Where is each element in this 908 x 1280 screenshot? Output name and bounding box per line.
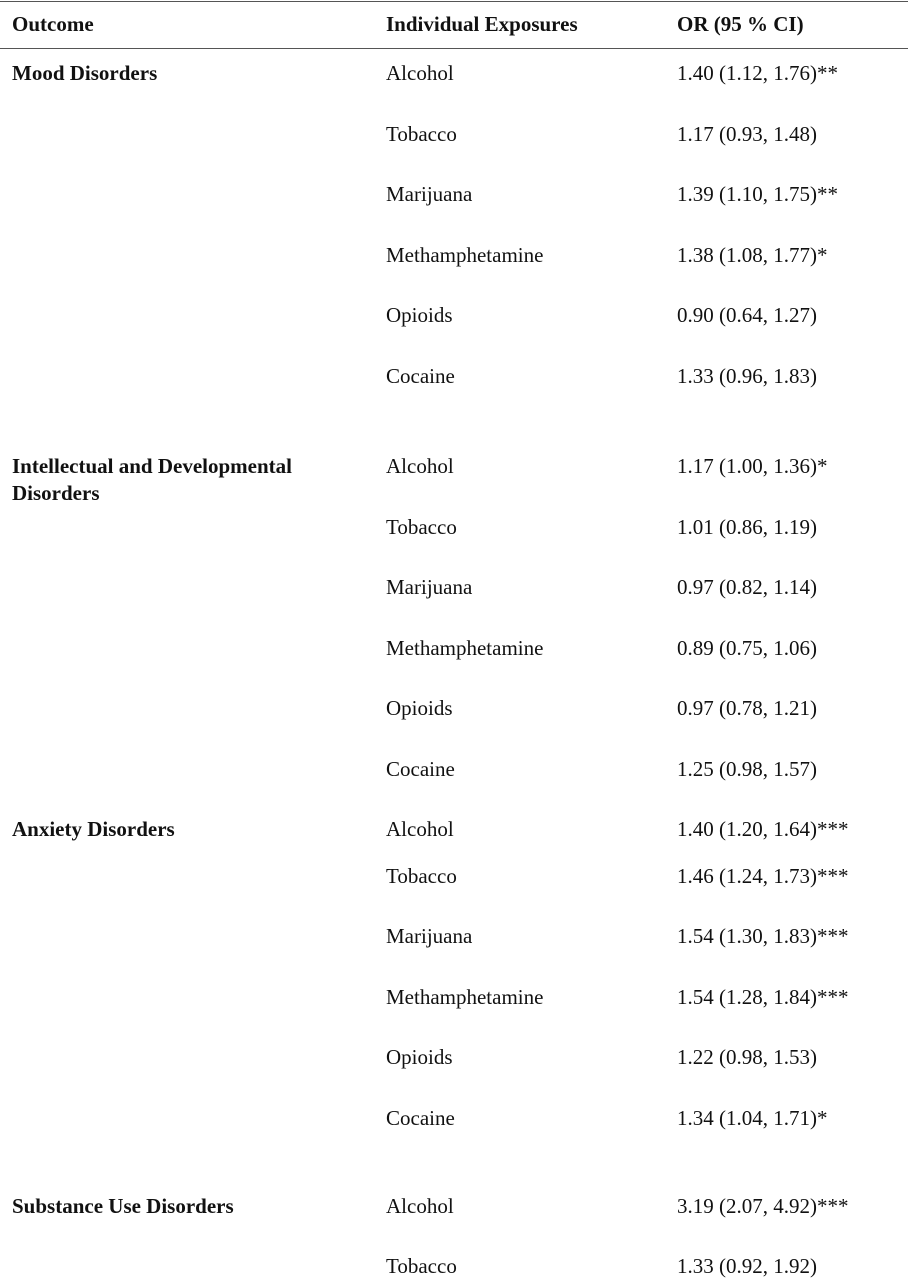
outcome-label: Intellectual and Developmental Disorders [12,454,292,505]
exposure-cell: Opioids [386,1045,453,1069]
header-bottom-rule [0,48,908,49]
exposure-cell: Methamphetamine [386,636,544,660]
exposure-cell: Tobacco [386,864,457,888]
or-ci-cell: 1.17 (1.00, 1.36)* [677,454,828,478]
exposure-cell: Opioids [386,696,453,720]
exposure-cell: Alcohol [386,1194,454,1218]
or-ci-cell: 1.40 (1.12, 1.76)** [677,61,838,85]
or-ci-cell: 0.89 (0.75, 1.06) [677,636,817,660]
or-ci-cell: 1.54 (1.28, 1.84)*** [677,985,849,1009]
or-ci-cell: 1.38 (1.08, 1.77)* [677,243,828,267]
or-ci-cell: 1.17 (0.93, 1.48) [677,122,817,146]
header-exposures: Individual Exposures [386,12,578,36]
outcome-label: Substance Use Disorders [12,1194,234,1218]
outcome-label: Anxiety Disorders [12,817,175,841]
or-ci-cell: 3.19 (2.07, 4.92)*** [677,1194,849,1218]
or-ci-cell: 1.33 (0.96, 1.83) [677,364,817,388]
or-ci-cell: 0.97 (0.82, 1.14) [677,575,817,599]
exposure-cell: Cocaine [386,1106,455,1130]
or-ci-cell: 1.01 (0.86, 1.19) [677,515,817,539]
or-ci-cell: 1.33 (0.92, 1.92) [677,1254,817,1278]
or-ci-cell: 0.97 (0.78, 1.21) [677,696,817,720]
exposure-cell: Cocaine [386,364,455,388]
header-or-ci: OR (95 % CI) [677,12,804,36]
table-top-rule [0,1,908,2]
or-ci-cell: 1.46 (1.24, 1.73)*** [677,864,849,888]
exposure-cell: Alcohol [386,454,454,478]
exposure-cell: Marijuana [386,924,473,948]
exposure-cell: Tobacco [386,122,457,146]
or-ci-cell: 1.25 (0.98, 1.57) [677,757,817,781]
exposure-cell: Alcohol [386,61,454,85]
exposure-cell: Opioids [386,303,453,327]
header-outcome: Outcome [12,12,94,36]
exposure-cell: Cocaine [386,757,455,781]
or-ci-cell: 1.40 (1.20, 1.64)*** [677,817,849,841]
or-ci-cell: 0.90 (0.64, 1.27) [677,303,817,327]
exposure-cell: Marijuana [386,575,473,599]
exposure-cell: Marijuana [386,182,473,206]
exposure-cell: Methamphetamine [386,243,544,267]
or-ci-cell: 1.39 (1.10, 1.75)** [677,182,838,206]
or-ci-cell: 1.22 (0.98, 1.53) [677,1045,817,1069]
outcome-label: Mood Disorders [12,61,158,85]
exposure-cell: Alcohol [386,817,454,841]
exposure-cell: Methamphetamine [386,985,544,1009]
or-ci-cell: 1.54 (1.30, 1.83)*** [677,924,849,948]
or-ci-cell: 1.34 (1.04, 1.71)* [677,1106,828,1130]
exposure-cell: Tobacco [386,1254,457,1278]
exposure-cell: Tobacco [386,515,457,539]
